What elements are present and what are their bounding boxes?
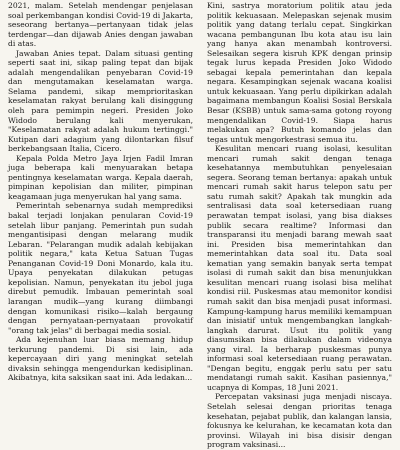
paragraph: Ada kejenuhan luar biasa memang hidup terkurung pandemi. Di sisi lain, ada kepercayaan diri yang meningkat setelah divaksin sehingga mengendurkan kedisiplinan. Akibatnya, kita saksikan saat ini. Ada ledakan... <box>8 335 193 383</box>
paragraph: Kesulitan mencari ruang isolasi, kesulitan mencari rumah sakit dengan tenaga kesehatannya membutuhkan penyelesaian segera. Seorang teman bertanya: apakah untuk mencari rumah sakit harus telepon satu per satu rumah sakit? Apakah tak mungkin ada sentralisasi data soal ketersediaan ruang perawatan tempat isolasi, yang bisa diakses publik secara realtime? Informasi dan transparansi itu menjadi barang mewah saat ini. Presiden bisa memerintahkan dan memerintahkan data soal itu. Data soal kematian yang semakin banyak serta tempat isolasi di rumah sakit dan bisa menunjukkan kesulitan mencari ruang isolasi bisa melihat kondisi riil. Puskesmas atau memonitor kondisi rumah sakit dan bisa menjadi pusat informasi. Kampung-kampung harus memiliki kemampuan dan inisiatif untuk mengembangkan langkah-langkah darurat. Usut itu politik yang diasumsikan bisa dilakukan dalam videonya yang viral. Ia berharap puskesmas punya informasi soal ketersediaan ruang perawatan. "Dengan begitu, enggak perlu satu per satu mendatangi rumah sakit. Kasihan pasiennya," ucapnya di Kompas, 18 Juni 2021. <box>207 144 392 392</box>
article-column-right <box>207 1 392 450</box>
paragraph: Percepatan vaksinasi juga menjadi niscaya. Setelah selesai dengan prioritas tenaga kesehatan, pejabat publik, dan kalangan lansia, fokusnya ke kelurahan, ke kecamatan kota dan provinsi. Wilayah ini bisa disisir dengan program vaksinasi... <box>207 392 392 450</box>
paragraph: Jawaban Anies tepat. Dalam situasi genting seperti saat ini, sikap paling tepat dan bijak adalah mengendalikan penyebaran Covid-19 dan mengutamakan keselamatan warga. Selama pandemi, sikap memprioritaskan keselamatan rakyat berulang kali disinggung oleh para pemimpin negeri. Presiden Joko Widodo berulang kali menyerukan, "Keselamatan rakyat adalah hukum tertinggi." Kutipan dari adagium yang dilontarkan filsuf berkebangsaan Italia, Cicero. <box>8 48 193 154</box>
paragraph: Kini, sastrya moratorium politik atau jeda politik kekuasaan. Melepaskan sejenak musim politik yang datang terlalu cepat. Singkirkan wacana pembangunan Ibu kota atau isu lain yang hanya akan menambah kontroversi. Selesaikan segera kisruh KPK dengan prinsip tegak lurus kepada Presiden Joko Widodo sebagai kepala pemerintahan dan kepala negara. Kesampingkan sejenak wacana koalisi untuk kekuasaan. Yang perlu dipikirkan adalah bagaimana membangun Koalisi Sosial Berskala Besar (KSBB) untuk sama-sama gotong royong mengendalikan Covid-19. Siapa harus melakukan apa? Butuh komando jelas dan tegas untuk mengorkestrasi semua itu. <box>207 1 392 144</box>
paragraph: 2021, malam. Setelah mendengar penjelasan soal perkembangan kondisi Covid-19 di Jakarta, seseorang bertanya—pertanyaan tidak jelas terdengar—dan dijawab Anies dengan jawaban di atas. <box>8 1 193 49</box>
paragraph: Kepala Polda Metro Jaya Irjen Fadil Imran juga beberapa kali menyuarakan betapa pentingnya keselamatan warga. Kepala daerah, pimpinan kepolisian dan militer, pimpinan keagamaan juga menyerukan hal yang sama. <box>8 153 193 201</box>
article-column-left <box>8 1 193 400</box>
paragraph: Pemerintah sebenarnya sudah memprediksi bakal terjadi lonjakan penularan Covid-19 setelah libur panjang. Pemerintah pun sudah mengantisipasi dengan melarang mudik Lebaran. "Pelarangan mudik adalah kebijakan politik negara," kata Ketua Satuan Tugas Penanganan Covid-19 Doni Monardo, kala itu. Upaya penyekatan dilakukan petugas kepolisian. Namun, penyekatan itu jebol juga direbut pemudik. Imbauan pemerintah soal larangan mudik—yang kurang diimbangi dengan komunikasi risiko—kalah bergaung dengan pernyataan-pernyataan provokatif "orang tak jelas" di berbagai media sosial. <box>8 201 193 335</box>
